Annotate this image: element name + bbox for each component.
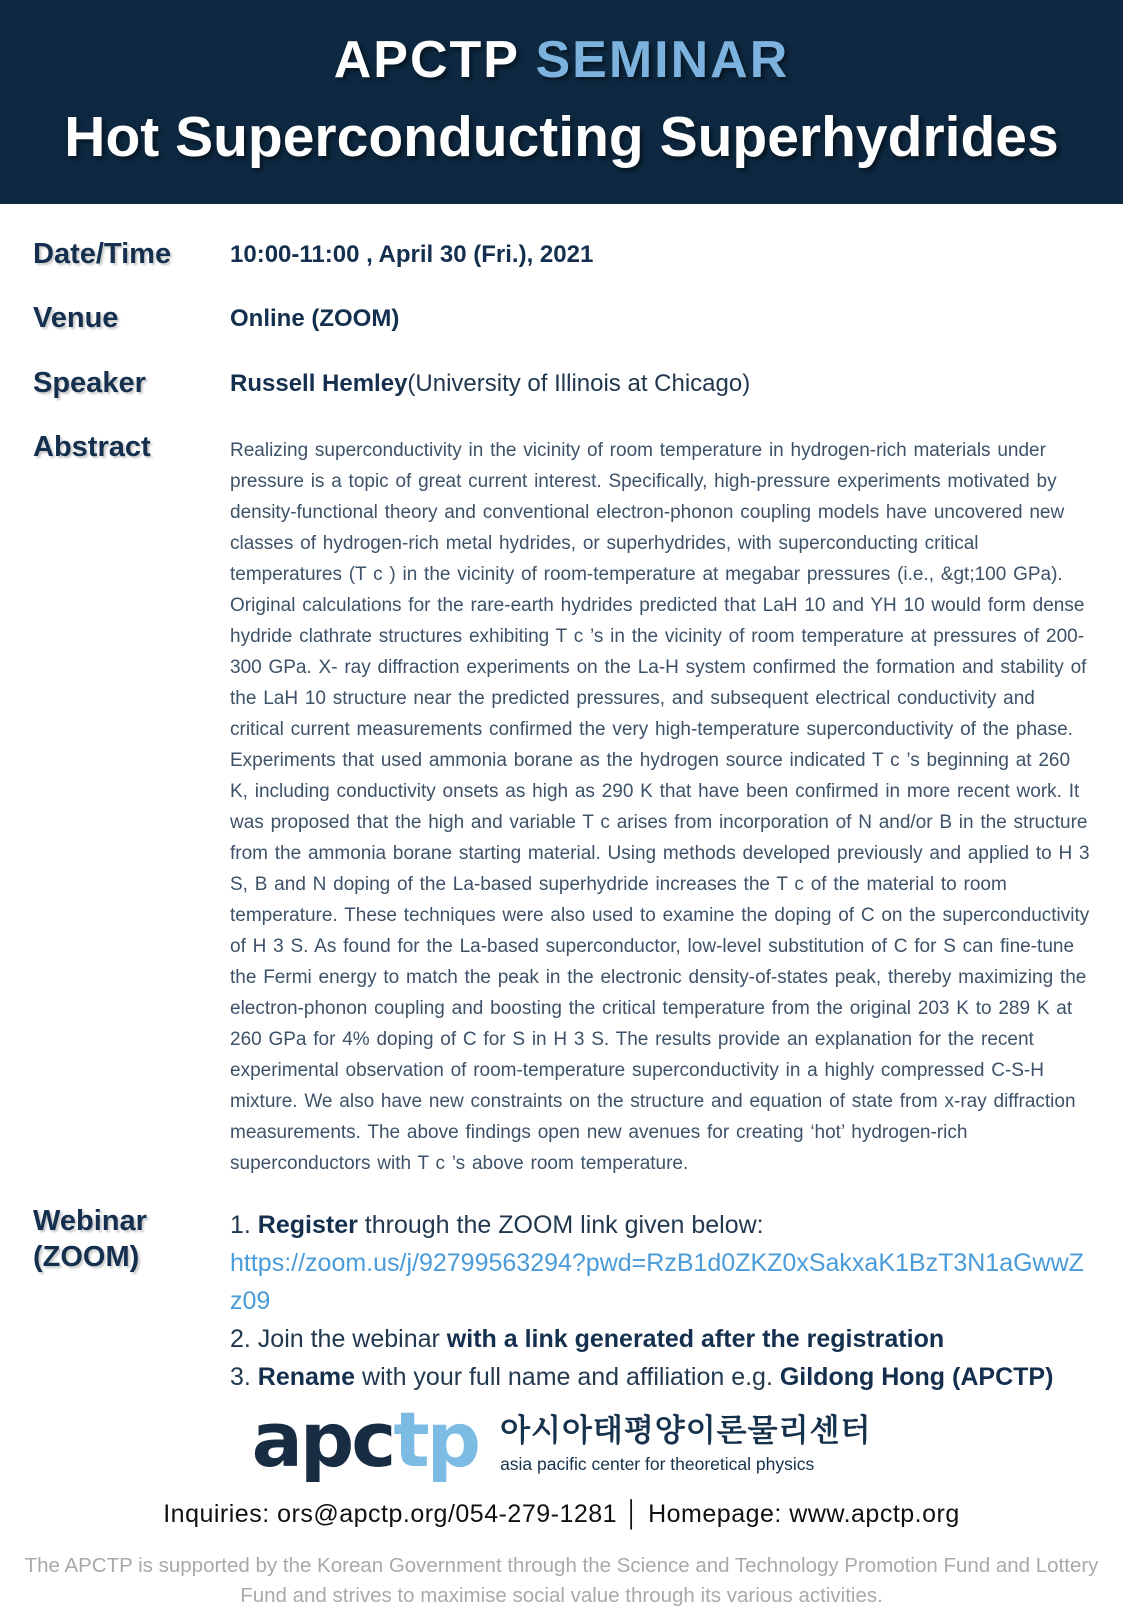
datetime-label: Date/Time (33, 238, 172, 270)
text-segment: 2. Join the webinar (230, 1324, 447, 1353)
poster-body (0, 204, 1123, 1396)
series-name-white: APCTP (333, 31, 536, 89)
webinar-label-line2: (ZOOM) (33, 1241, 140, 1273)
abstract-row (33, 429, 1093, 1179)
apctp-logo-names (500, 1405, 871, 1475)
venue-label: Venue (33, 302, 119, 335)
venue-value: Online (ZOOM) (230, 305, 400, 333)
webinar-label-line1: Webinar (33, 1204, 147, 1237)
webinar-instructions (230, 1203, 1093, 1396)
venue-row (33, 300, 1093, 336)
logo-text-dark: apc (251, 1394, 394, 1484)
text-segment: through the ZOOM link given below: (357, 1210, 764, 1239)
bold-text-segment: Gildong Hong (APCTP) (779, 1362, 1054, 1391)
abstract-label: Abstract (33, 430, 151, 463)
webinar-step-join (230, 1320, 1093, 1358)
series-name-accent: SEMINAR (535, 31, 790, 89)
apctp-logo (0, 1394, 1123, 1484)
speaker-label: Speaker (33, 366, 146, 399)
webinar-step-register (230, 1206, 1093, 1244)
speaker-row (33, 365, 1093, 401)
logo-text-blue: tp (393, 1394, 479, 1484)
text-segment: 3. (230, 1362, 258, 1391)
seminar-series-title (10, 30, 1113, 90)
inquiries-line: Inquiries: ors@apctp.org/054-279-1281 │ Homepage: www.apctp.org (163, 1499, 960, 1528)
seminar-title: Hot Superconducting Superhydrides (64, 105, 1059, 169)
datetime-value: 10:00-11:00 , April 30 (Fri.), 2021 (230, 241, 594, 268)
zoom-registration-link[interactable]: https://zoom.us/j/92799563294?pwd=RzB1d0ZKZ0xSakxaK1BzT3N1aGwwZz09 (230, 1248, 1084, 1315)
apctp-english-name: asia pacific center for theoretical physics (500, 1453, 815, 1474)
apctp-logo-wordmark (251, 1394, 479, 1484)
text-segment: 1. (230, 1210, 258, 1239)
speaker-name: Russell Hemley (230, 369, 408, 397)
bold-text-segment: Register (257, 1210, 358, 1239)
bold-text-segment: Rename (257, 1362, 356, 1391)
speaker-value (230, 365, 1093, 399)
support-statement: The APCTP is supported by the Korean Government through the Science and Technology Promotion Fund and Lottery Fund and strives to maximise social value through its various activities. (24, 1553, 1099, 1607)
text-segment: with your full name and affiliation e.g. (355, 1362, 780, 1391)
webinar-row (33, 1203, 1093, 1396)
webinar-label (33, 1203, 230, 1276)
speaker-affiliation: (University of Illinois at Chicago) (407, 369, 751, 397)
abstract-text: Realizing superconductivity in the vicinity of room temperature in hydrogen-rich materials under pressure is a topic of great current interest. Specifically, high-pressure experiments motivated by density-functional theory and conventional electron-phonon coupling models have uncovered new classes of hydrogen-rich metal hydrides, or superhydrides, with superconducting critical temperatures (T c ) in the vicinity of room-temperature at megabar pressures (i.e., &gt;100 GPa). Original calculations for the rare-earth hydrides predicted that LaH 10 and YH 10 would form dense hydride clathrate structures exhibiting T c ’s in the vicinity of room temperature at pressures of 200-300 GPa. X- ray diffraction experiments on the La-H system confirmed the formation and stability of the LaH 10 structure near the predicted pressures, and subsequent electrical conductivity and critical current measurements confirmed the very high-temperature superconductivity of the phase. Experiments that used ammonia borane as the hydrogen source indicated T c ’s beginning at 260 K, including conductivity onsets as high as 290 K that have been confirmed in more recent work. It was proposed that the high and variable T c arises from incorporation of N and/or B in the structure from the ammonia borane starting material. Using methods developed previously and applied to H 3 S, B and N doping of the La-based superhydride increases the T c of the material to room temperature. These techniques were also used to examine the doping of C on the superconductivity of H 3 S. As found for the La-based superconductor, low-level substitution of C for S can fine-tune the Fermi energy to match the peak in the electronic density-of-states peak, thereby maximizing the electron-phonon coupling and boosting the critical temperature from the original 203 K to 289 K at 260 GPa for 4% doping of C for S in H 3 S. The results provide an explanation for the recent experimental observation of room-temperature superconductivity in a highly compressed C-S-H mixture. We also have new constraints on the structure and equation of state from x-ray diffraction measurements. The above findings open new avenues for creating ‘hot’ hydrogen-rich superconductors with T c ’s above room temperature. (230, 439, 1090, 1174)
bold-text-segment: with a link generated after the registration (446, 1324, 945, 1353)
apctp-korean-name: 아시아태평양이론물리센터 (500, 1412, 872, 1448)
datetime-row (33, 236, 1093, 272)
header-banner (0, 0, 1123, 204)
webinar-step-rename (230, 1358, 1093, 1396)
